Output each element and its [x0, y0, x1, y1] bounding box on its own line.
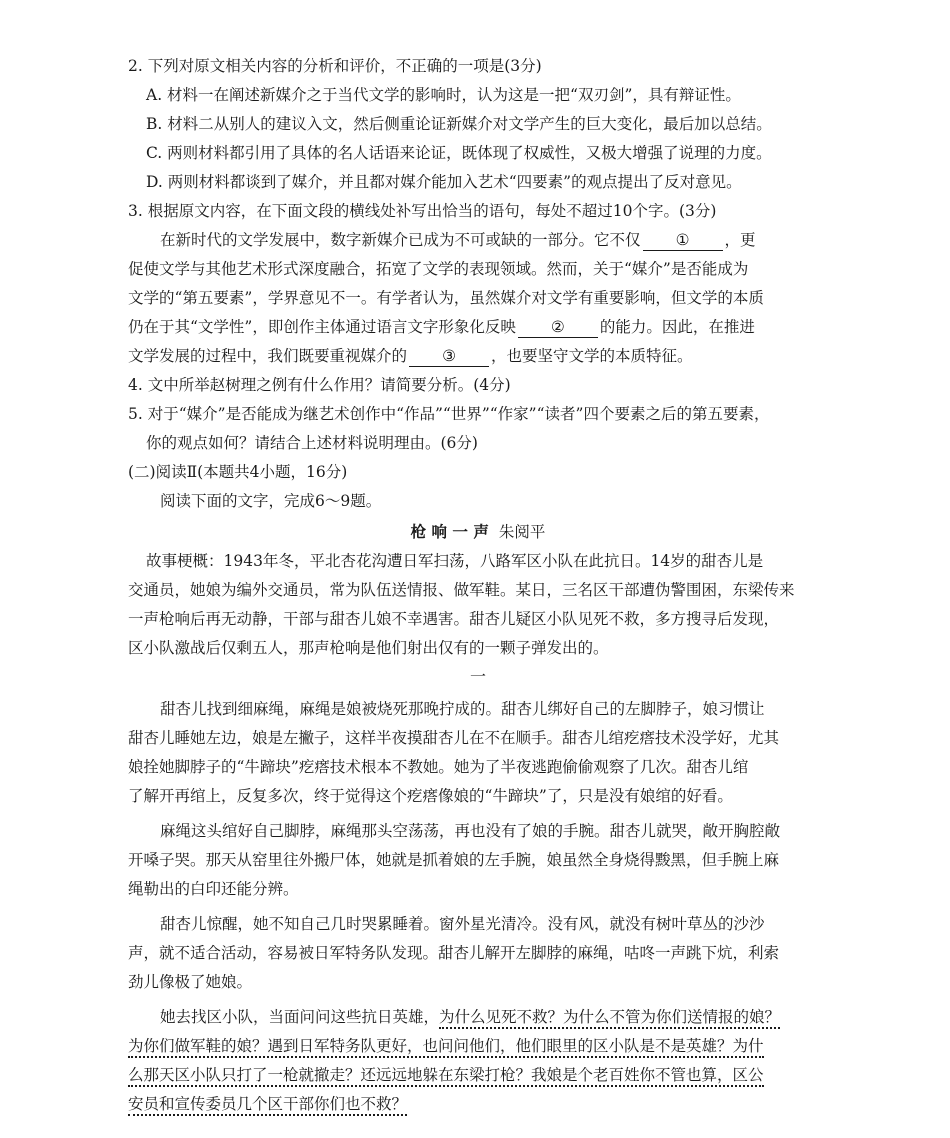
q3-passage-line: 文学的“第五要素”，学界意见不一。有学者认为，虽然媒介对文学有重要影响，但文学的本质 [128, 289, 764, 307]
fill-blank-3[interactable]: ③ [409, 346, 489, 367]
dotted-emphasis-text: 为你们做军鞋的娘？遇到日军特务队更好，也问问他们，他们眼里的区小队是不是英雄？为什 [128, 1037, 764, 1058]
paragraph-line [128, 1003, 828, 1032]
plain-text: 她去找区小队，当面问问这些抗日英雄， [160, 1008, 440, 1026]
q3-text: ，更 [724, 231, 756, 249]
paragraph-line: 麻绳这头绾好自己脚脖，麻绳那头空荡荡，再也没有了娘的手腕。甜杏儿就哭，敞开胸腔敞 [160, 822, 781, 840]
q3-text: ，也要坚守文学的本质特征。 [491, 347, 693, 365]
q2-stem: 2. 下列对原文相关内容的分析和评价，不正确的一项是(3分) [128, 57, 542, 75]
story-title: 枪 响 一 声 [410, 523, 489, 541]
paragraph-line: 声，就不适合活动，容易被日军特务队发现。甜杏儿解开左脚脖的麻绳，咕咚一声跳下炕，利索 [128, 944, 780, 962]
paragraph-line [128, 1061, 828, 1090]
q3-passage-line [128, 313, 828, 342]
q2-option-a: A. 材料一在阐述新媒介之于当代文学的影响时，认为这是一把“双刃剑”，具有辩证性。 [146, 86, 741, 104]
paragraph-line: 开嗓子哭。那天从窑里往外搬尸体，她就是抓着娘的左手腕，娘虽然全身烧得黢黑，但手腕上麻 [128, 851, 780, 869]
q3-passage-line [128, 342, 828, 371]
q2-option-c: C. 两则材料都引用了具体的名人话语来论证，既体现了权威性，又极大增强了说理的力度。 [146, 144, 772, 162]
dotted-emphasis-text: 么那天区小队只打了一枪就撤走？还远远地躲在东梁打枪？我娘是个老百姓你不管也算，区公 [128, 1066, 764, 1087]
paragraph-line: 娘拴她脚脖子的“牛蹄块”疙瘩技术根本不教她。她为了半夜逃跑偷偷观察了几次。甜杏儿绾 [128, 758, 749, 776]
dotted-emphasis-text: 安员和宣传委员几个区干部你们也不救？ [128, 1095, 407, 1116]
summary-line: 一声枪响后再无动静，干部与甜杏儿娘不幸遇害。甜杏儿疑区小队见死不救，多方搜寻后发现， [128, 610, 780, 628]
dotted-emphasis-text: 为什么见死不救？为什么不管为你们送情报的娘？ [439, 1008, 780, 1029]
q5-stem-line1: 5. 对于“媒介”是否能成为继艺术创作中“作品”“世界”“作家”“读者”四个要素之后的第五要素， [128, 405, 770, 423]
paragraph-line [128, 1090, 828, 1119]
summary-line: 交通员，她娘为编外交通员，常为队伍送情报、做军鞋。某日，三名区干部遭伪警围困，东梁传来 [128, 581, 795, 599]
section-heading: (二)阅读Ⅱ(本题共4小题，16分) [128, 463, 348, 481]
q3-passage-line [128, 226, 828, 255]
q3-passage-line: 促使文学与其他艺术形式深度融合，拓宽了文学的表现领域。然而，关于“媒介”是否能成为 [128, 260, 749, 278]
q2-option-b: B. 材料二从别人的建议入文，然后侧重论证新媒介对文学产生的巨大变化，最后加以总结。 [146, 115, 772, 133]
summary-line: 故事梗概：1943年冬，平北杏花沟遭日军扫荡，八路军区小队在此抗日。14岁的甜杏儿是 [146, 552, 764, 570]
paragraph-line: 绳勒出的白印还能分辨。 [128, 880, 299, 898]
paragraph-line [128, 1032, 828, 1061]
q2-option-d: D. 两则材料都谈到了媒介，并且都对媒介能加入艺术“四要素”的观点提出了反对意见。 [146, 173, 742, 191]
section-number: 一 [469, 667, 486, 686]
fill-blank-1[interactable]: ① [643, 230, 723, 251]
q3-stem: 3. 根据原文内容，在下面文段的横线处补写出恰当的语句，每处不超过10个字。(3分) [128, 202, 717, 220]
q3-text: 文学发展的过程中，我们既要重视媒介的 [128, 347, 408, 365]
q3-text: 仍在于其“文学性”，即创作主体通过语言文字形象化反映 [128, 318, 516, 336]
paragraph-line: 甜杏儿找到细麻绳，麻绳是娘被烧死那晚拧成的。甜杏儿绑好自己的左脚脖子，娘习惯让 [160, 700, 765, 718]
story-title-line [128, 518, 828, 547]
summary-line: 区小队激战后仅剩五人，那声枪响是他们射出仅有的一颗子弹发出的。 [128, 639, 609, 657]
q3-text: 的能力。因此，在推进 [599, 318, 755, 336]
q5-stem-line2: 你的观点如何？请结合上述材料说明理由。(6分) [146, 434, 478, 452]
section-instruction: 阅读下面的文字，完成6～9题。 [160, 492, 382, 510]
paragraph-line: 劲儿像极了她娘。 [128, 973, 253, 991]
exam-page [128, 52, 828, 1119]
paragraph-line: 甜杏儿惊醒，她不知自己几时哭累睡着。窗外星光清冷。没有风，就没有树叶草丛的沙沙 [160, 915, 765, 933]
q4-stem: 4. 文中所举赵树理之例有什么作用？请简要分析。(4分) [128, 376, 511, 394]
q3-text: 在新时代的文学发展中，数字新媒介已成为不可或缺的一部分。它不仅 [160, 231, 641, 249]
paragraph-line: 了解开再绾上，反复多次，终于觉得这个疙瘩像娘的“牛蹄块”了，只是没有娘绾的好看。 [128, 787, 733, 805]
fill-blank-2[interactable]: ② [518, 317, 598, 338]
paragraph-line: 甜杏儿睡她左边，娘是左撇子，这样半夜摸甜杏儿在不在顺手。甜杏儿绾疙瘩技术没学好，尤其 [128, 729, 780, 747]
story-author: 朱阅平 [498, 523, 546, 541]
